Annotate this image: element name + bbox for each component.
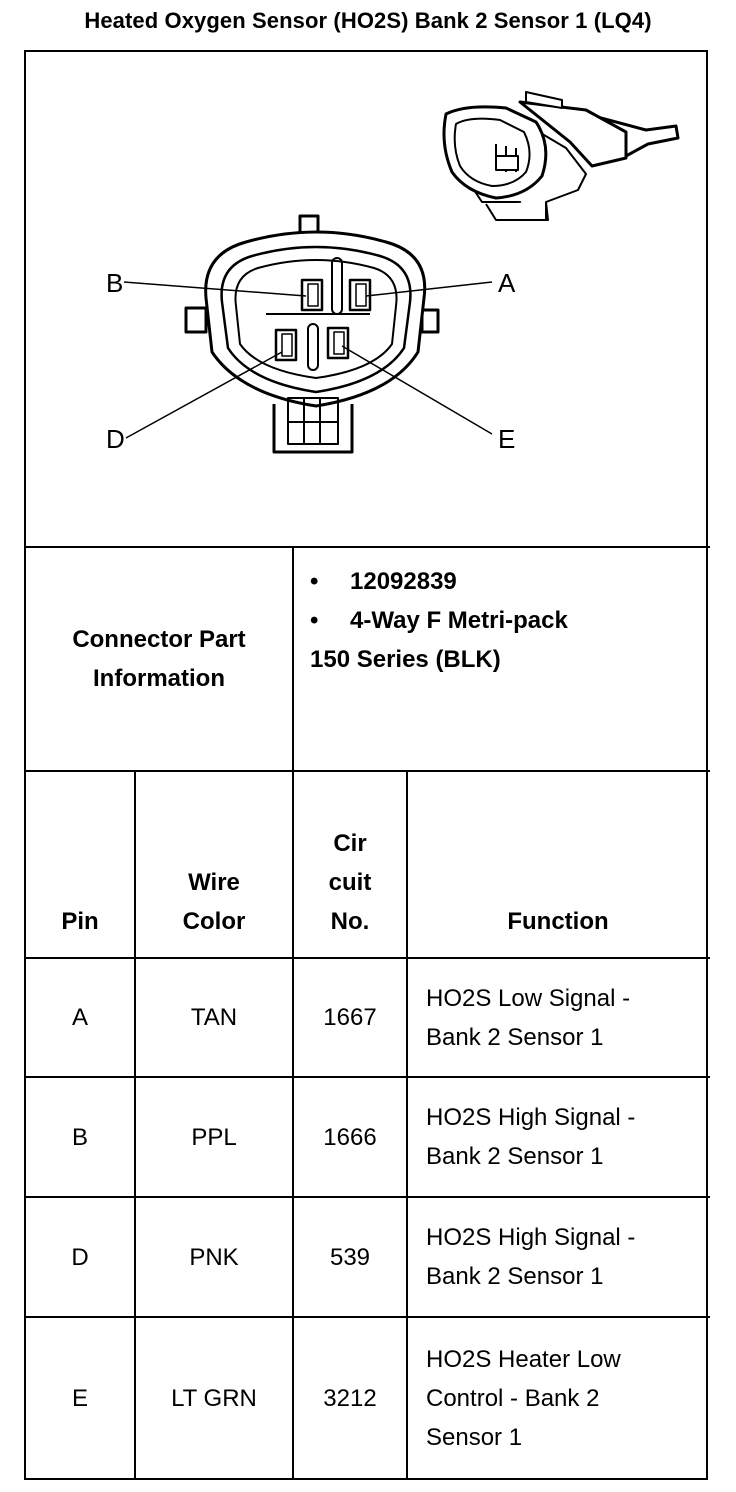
cell-wire-color: LT GRN <box>171 1384 257 1412</box>
cell-function: HO2S Heater Low Control - Bank 2 Sensor 1 <box>426 1345 621 1451</box>
part-number: 12092839 <box>350 568 457 595</box>
cell-function: HO2S High Signal - Bank 2 Sensor 1 <box>426 1104 636 1170</box>
page-title: Heated Oxygen Sensor (HO2S) Bank 2 Sensor 1 (LQ4) <box>84 8 652 33</box>
cell-function: HO2S Low Signal - Bank 2 Sensor 1 <box>426 984 631 1051</box>
cell-wire-color: PNK <box>189 1243 239 1271</box>
connector-info-label: Connector Part Information <box>72 626 246 692</box>
bullet-icon: • <box>310 607 319 634</box>
list-item <box>310 601 568 640</box>
cell-pin: A <box>71 1004 88 1031</box>
cell-circuit: 1666 <box>323 1123 377 1151</box>
cell-pin: B <box>71 1123 88 1151</box>
header-circuit: Cir cuit No. <box>328 830 372 935</box>
connector-series: 150 Series (BLK) <box>310 646 501 673</box>
cell-circuit: 1667 <box>323 1004 377 1031</box>
cell-wire-color: TAN <box>190 1004 238 1031</box>
list-item <box>310 562 568 601</box>
cell-circuit: 3212 <box>323 1384 377 1412</box>
cell-wire-color: PPL <box>191 1123 237 1151</box>
bullet-icon: • <box>310 568 319 595</box>
cell-pin: D <box>71 1243 89 1271</box>
header-function: Function <box>507 908 609 935</box>
connector-face-view <box>26 52 706 546</box>
cell-pin: E <box>71 1384 88 1412</box>
cell-function: HO2S High Signal - Bank 2 Sensor 1 <box>426 1224 636 1290</box>
pin-label-a: A <box>498 268 516 298</box>
connector-type: 4-Way F Metri-pack <box>350 607 568 634</box>
connector-diagram <box>26 52 706 546</box>
header-pin: Pin <box>61 908 99 935</box>
pin-label-d: D <box>106 424 125 454</box>
header-wire-color: Wire Color <box>182 869 246 935</box>
pin-label-b: B <box>106 268 124 298</box>
connector-info-values <box>310 562 568 679</box>
cell-circuit: 539 <box>329 1243 371 1271</box>
pin-label-e: E <box>498 424 516 454</box>
connector-isometric-view <box>444 92 678 220</box>
